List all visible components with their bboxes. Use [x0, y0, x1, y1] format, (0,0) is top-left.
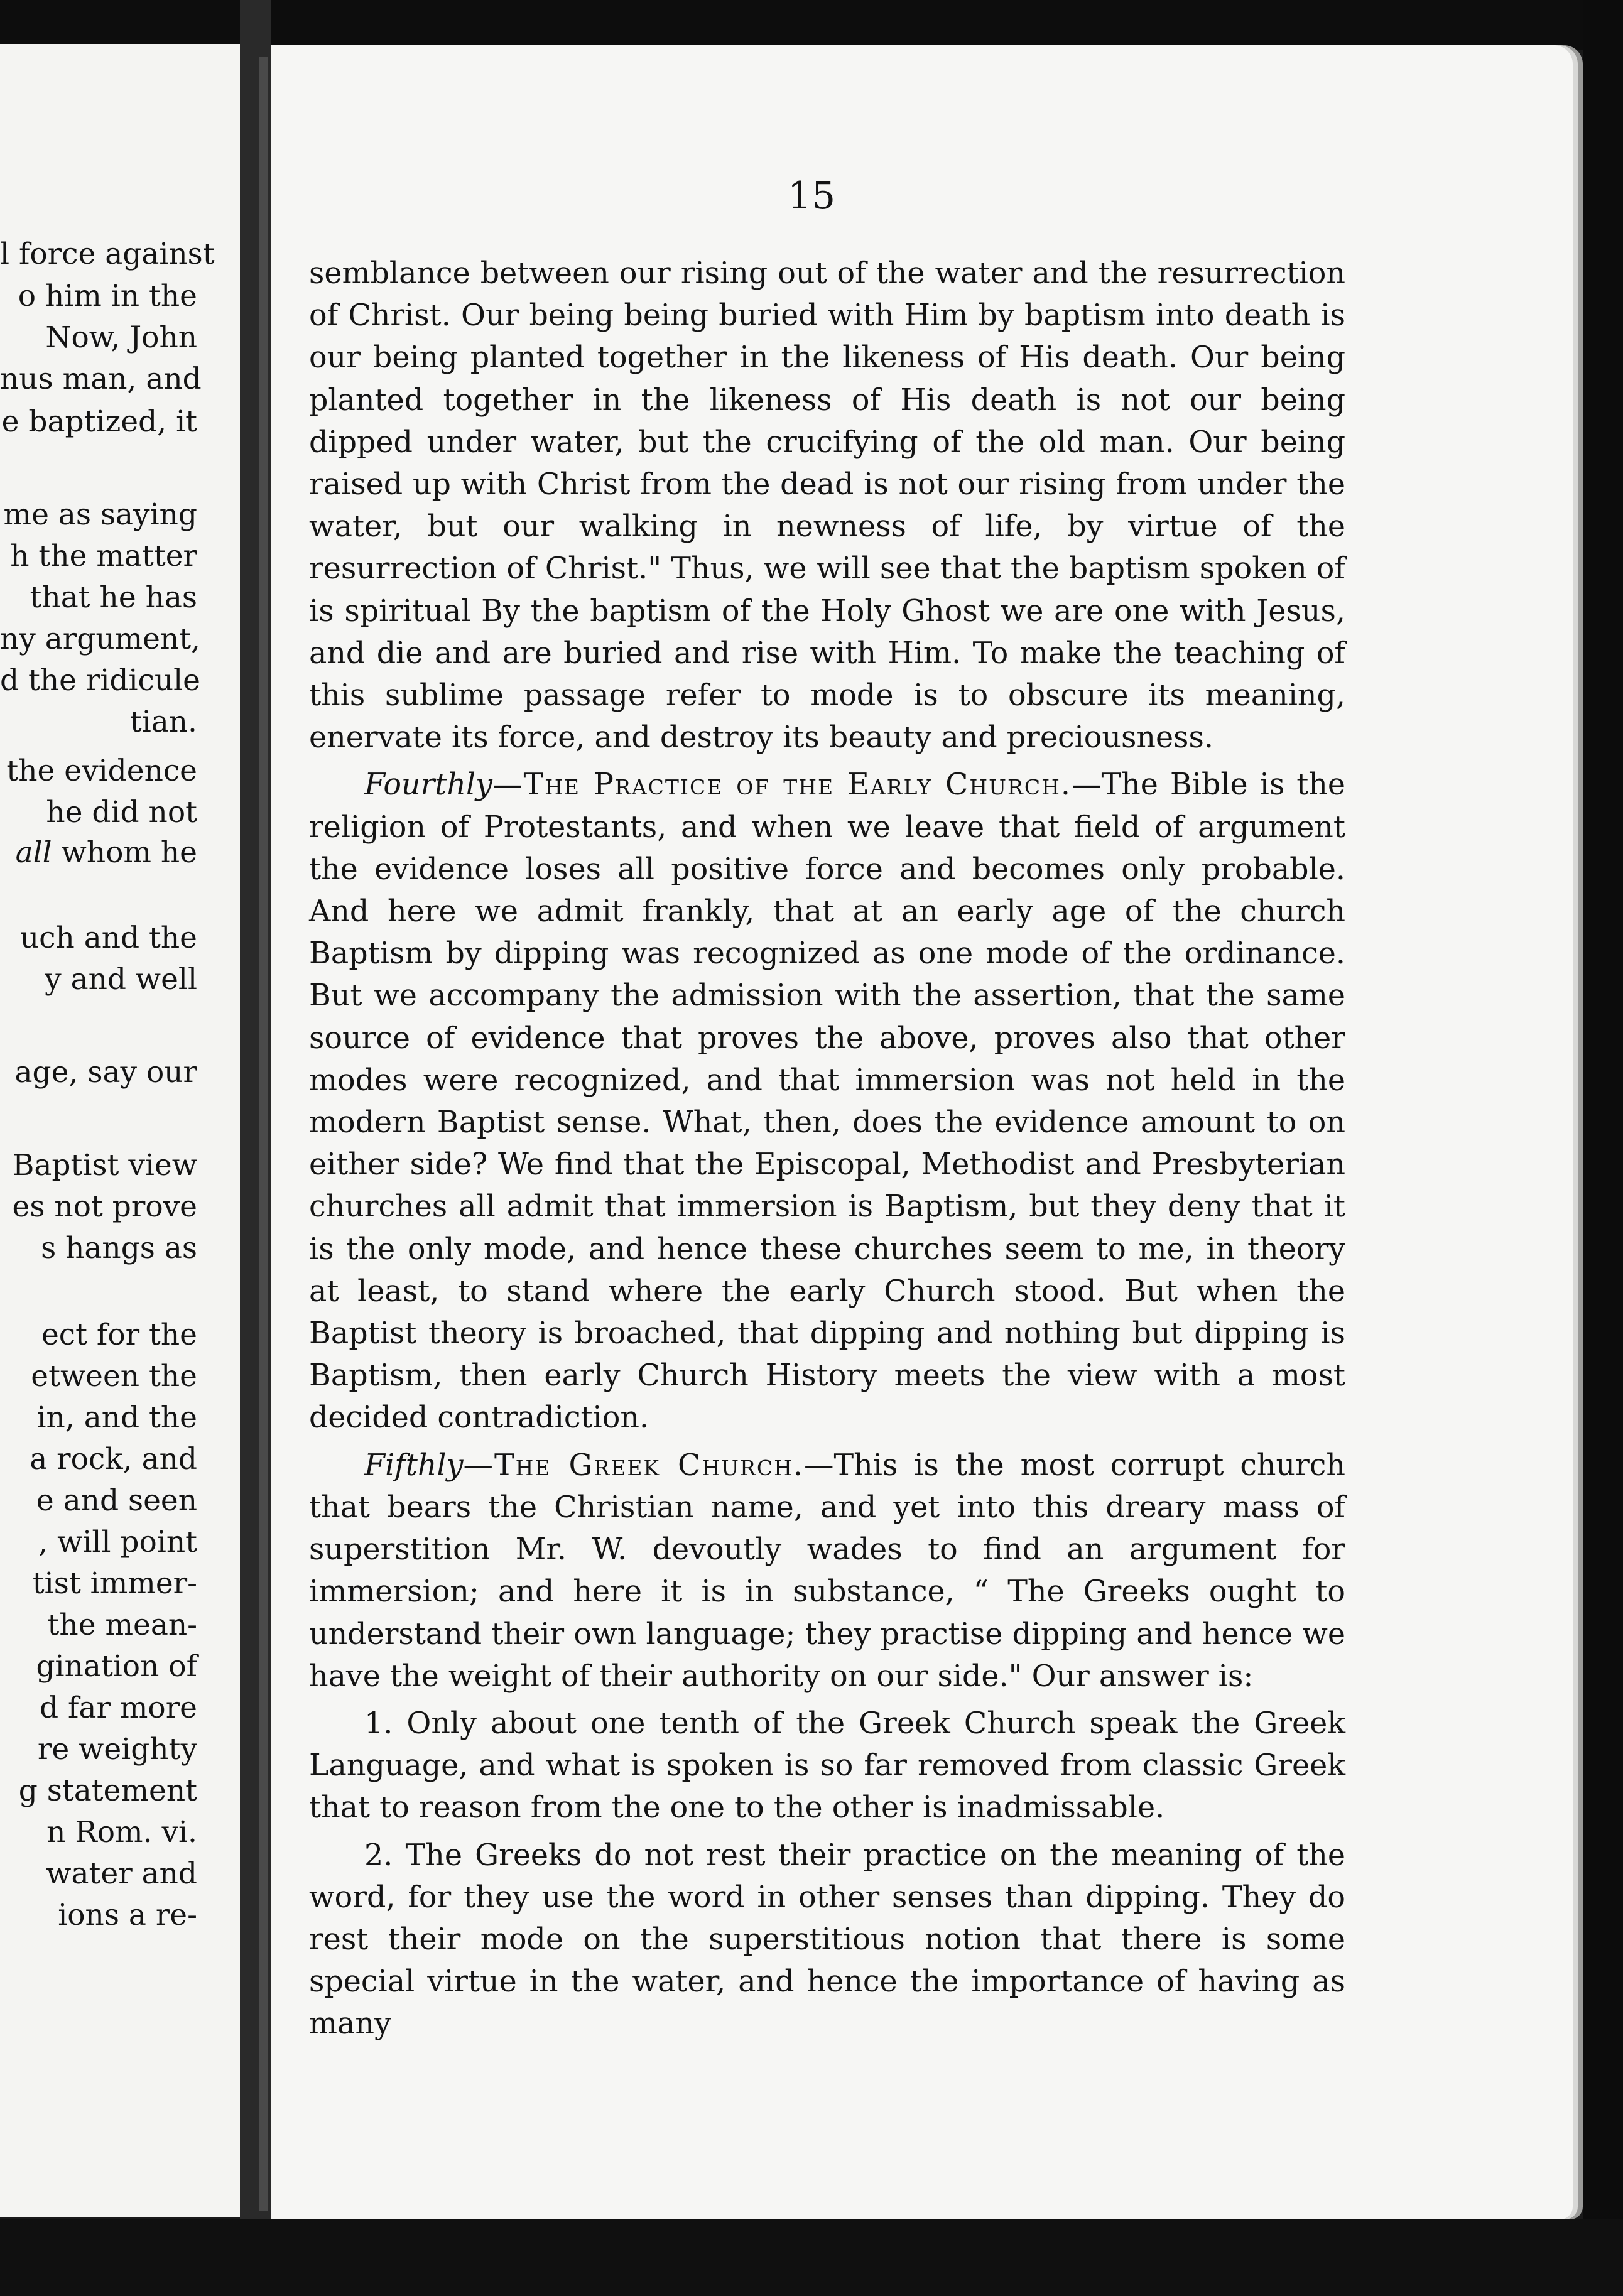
left-page-text-line: me as saying — [3, 497, 197, 532]
left-page-text-line: , will point — [38, 1525, 197, 1559]
left-page-text-line: uch and the — [19, 921, 197, 955]
left-page-text-line: l force against — [0, 237, 215, 271]
paragraph-fourthly — [309, 764, 1345, 1439]
left-page-text-line: he did not — [46, 795, 197, 830]
scan-right-border — [1583, 0, 1623, 2296]
page-body-text — [309, 252, 1345, 2045]
left-page-text-line: g statement — [18, 1773, 197, 1808]
left-page-text-line: y and well — [45, 962, 197, 997]
left-page-text-line: es not prove — [12, 1189, 197, 1224]
left-page-text-line: tist immer- — [32, 1566, 197, 1601]
left-page-text-line: ions a re- — [58, 1898, 197, 1932]
left-page-text-line: etween the — [31, 1359, 197, 1394]
left-page-text-line: the mean- — [47, 1608, 197, 1642]
section-lead-fifthly: Fifthly — [364, 1448, 464, 1483]
left-page-text-line: o him in the — [18, 279, 197, 313]
left-page-text-line: e baptized, it — [1, 404, 197, 439]
paragraph-fifthly-body: —This is the most corrupt church that bears the Christian name, and yet into this dreary mass of superstition Mr. W. devoutly wades to find an argument for immersion; and here it is in substance, “ The Greeks ought to understand their own language; they practise dipping and hence we have the weight of their authority on our side." Our answer is: — [309, 1448, 1346, 1694]
left-page-text-line: in, and the — [36, 1400, 197, 1435]
left-page-text-line: the evidence — [6, 754, 197, 788]
left-page-text-line: age, say our — [14, 1055, 197, 1090]
left-page-text-line: ny argument, — [0, 622, 201, 656]
left-page-text-line: that he has — [30, 580, 197, 615]
scan-bottom-border — [0, 2219, 1623, 2296]
section-heading-early-church: —The Practice of the Early Church. — [492, 767, 1072, 803]
left-page-text-line: all whom he — [15, 835, 197, 870]
left-page-text-line: d far more — [40, 1691, 197, 1725]
left-page-text-line: s hangs as — [41, 1231, 197, 1265]
section-lead-fourthly: Fourthly — [364, 767, 492, 803]
right-page — [271, 45, 1573, 2219]
left-page-text-line: n Rom. vi. — [46, 1815, 197, 1849]
left-page-text-line: tian. — [129, 705, 197, 739]
left-page-text-line: d the ridicule — [0, 663, 200, 698]
section-heading-greek-church: —The Greek Church. — [463, 1448, 804, 1483]
left-facing-page — [0, 44, 240, 2217]
paragraph-continuation: semblance between our rising out of the water and the resurrection of Christ. Our being being buried with Him by baptism into death is our being planted together in the likeness of His death. Our being planted together in the likeness of His death is not our being dipped under water, but the crucifying of the old man. Our being raised up with Christ from the dead is not our rising from under the water, but our walking in newness of life, by virtue of the resurrection of Christ." Thus, we will see that the baptism spoken of is spiritual By the baptism of the Holy Ghost we are one with Jesus, and die and are buried and rise with Him. To make the teaching of this sublime passage refer to mode is to obscure its meaning, enervate its force, and destroy its beauty and preciousness. — [309, 256, 1345, 755]
left-page-text-line: nus man, and — [0, 362, 202, 396]
left-page-text-line: ect for the — [41, 1318, 197, 1352]
left-page-text-line: e and seen — [36, 1483, 197, 1518]
paragraph-fifthly — [309, 1444, 1345, 1698]
left-page-text-line: Now, John — [45, 320, 197, 355]
left-page-text-line: water and — [46, 1856, 197, 1891]
left-page-text-line: h the matter — [10, 539, 197, 573]
left-page-text-line: re weighty — [37, 1732, 197, 1767]
gutter-shadow-line — [259, 57, 268, 2211]
numbered-point-2: 2. The Greeks do not rest their practice on the meaning of the word, for they use the word in other senses than dipping. They do rest their mode on the superstitious notion that there is some special virtue in the water, and hence the importance of having as many — [309, 1838, 1345, 2042]
left-page-text-line: gination of — [36, 1649, 197, 1684]
numbered-point-1: 1. Only about one tenth of the Greek Church speak the Greek Language, and what is spoken is so far removed from classic Greek that to reason from the one to the other is inadmissable. — [309, 1706, 1345, 1826]
left-page-text-line: a rock, and — [30, 1442, 197, 1476]
left-page-text-line: Baptist view — [12, 1148, 197, 1183]
paragraph-fourthly-body: —The Bible is the religion of Protestants, and when we leave that field of argument the evidence loses all positive force and becomes only probable. And here we admit frankly, that at an early age of the church Baptism by dipping was recognized as one mode of the ordinance. But we accompany the admission with the assertion, that the same source of evidence that proves the above, proves also that other modes were recognized, and that immersion was not held in the modern Baptist sense. What, then, does the evidence amount to on either side? We find that the Episcopal, Methodist and Presbyterian churches all admit that immersion is Baptism, but they deny that it is the only mode, and hence these churches seem to me, in theory at least, to stand where the early Church stood. But when the Baptist theory is broached, that dipping and nothing but dipping is Baptism, then early Church History meets the view with a most decided contradiction. — [309, 767, 1345, 1436]
page-number: 15 — [787, 174, 836, 218]
